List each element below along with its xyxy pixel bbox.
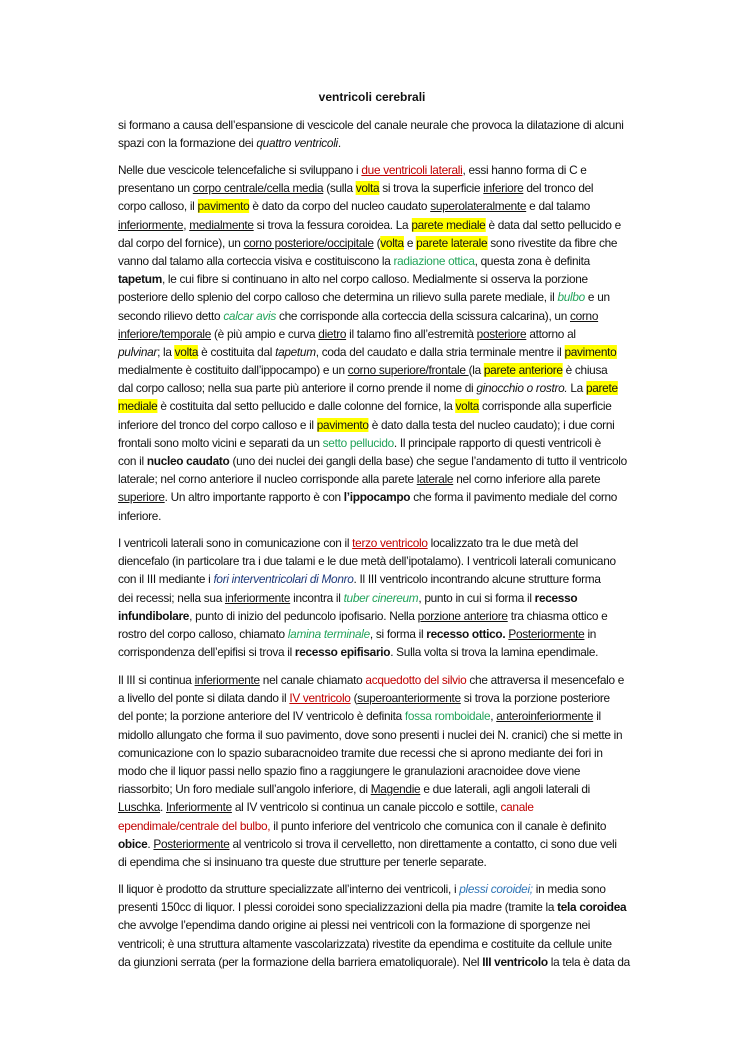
text-line (118, 116, 680, 134)
text-span: al IV ventricolo si continua un canale piccolo e sottile, (231, 800, 501, 815)
text-span: . (337, 136, 341, 151)
text-line (118, 762, 680, 780)
text-span: del ponte; la porzione anteriore del IV ventricolo è definita (118, 709, 405, 724)
text-line (118, 880, 680, 898)
text-line (118, 898, 680, 916)
formatted-text-span: pavimento (197, 199, 250, 214)
formatted-text-span: volta (355, 181, 380, 196)
text-line (118, 397, 680, 415)
formatted-text-span: pavimento (316, 417, 369, 432)
formatted-text-span: dietro (318, 326, 347, 341)
formatted-text-span: corno posteriore/occipitale (243, 235, 374, 250)
formatted-text-span: due ventricoli laterali (361, 163, 463, 177)
text-span: nel corno inferiore alla parete (453, 472, 601, 487)
formatted-text-span: radiazione ottica (393, 253, 475, 268)
formatted-text-span: ginocchio o rostro. (476, 381, 568, 396)
formatted-text-span: lamina terminale (287, 626, 370, 641)
text-line (118, 288, 680, 306)
text-span: localizzato tra le due metà del (427, 536, 579, 550)
text-line (118, 270, 680, 288)
text-span: è dato da corpo del nucleo caudato (249, 199, 431, 214)
formatted-text-span: Magendie (370, 782, 421, 797)
text-span: con il III mediante i (118, 572, 214, 587)
text-span: a livello del ponte si dilata dando il (118, 691, 290, 706)
text-line (118, 607, 680, 625)
text-line (118, 179, 680, 197)
text-span: incontra il (290, 590, 344, 605)
text-span: corrispondenza dell’epifisi si trova il (118, 645, 295, 660)
text-span: diencefalo (in particolare tra i due talami e le due metà dell’ipotalamo). I ventricoli laterali comunicano (118, 554, 616, 569)
text-span: è chiusa (562, 363, 608, 378)
text-line (118, 744, 680, 762)
text-span: frontali sono molto vicini e separati da un (118, 435, 323, 450)
formatted-text-span: inferiormente (224, 590, 291, 605)
formatted-text-span: pulvinar (118, 344, 158, 359)
formatted-text-span: Posteriormente (153, 836, 230, 851)
text-span: . (160, 800, 167, 815)
text-span: laterale; nel corno anteriore il nucleo corrisponde alla parete (118, 472, 417, 487)
text-line (118, 488, 680, 506)
formatted-text-span: volta (174, 344, 199, 359)
text-span: modo che il liquor passi nello spazio fino a raggiungere le granulazioni aracnoidee dove viene (118, 763, 581, 778)
text-line (118, 671, 680, 689)
text-line (118, 470, 680, 488)
text-line (118, 307, 680, 325)
paragraph-lateral-ventricles (118, 161, 688, 525)
text-span: secondo rilievo detto (118, 308, 224, 323)
text-line (118, 625, 680, 643)
formatted-text-span: volta (380, 235, 404, 250)
text-span: che avvolge l’ependima dando origine ai plessi nei ventricoli con la formazione di sporgenze nei (118, 918, 591, 933)
text-line (118, 507, 680, 525)
text-span: dal corpo del fornice), un (118, 235, 244, 250)
text-span: inferiore. (118, 508, 162, 523)
formatted-text-span: posteriore (476, 326, 527, 341)
formatted-text-span: parete laterale (416, 235, 488, 250)
formatted-text-span: inferiore (483, 181, 524, 196)
text-span: in media sono (532, 882, 606, 896)
text-span: è costituita dal setto pellucido e dalle colonne del fornice, la (157, 399, 456, 414)
formatted-text-span: calcar avis (223, 308, 276, 323)
text-line (118, 197, 680, 215)
text-line (118, 216, 680, 234)
text-line (118, 780, 680, 798)
formatted-text-span: inferiormente (118, 217, 184, 232)
text-span: . Il III ventricolo incontrando alcune strutture forma (353, 572, 601, 587)
formatted-text-span: mediale (118, 399, 158, 414)
text-span: e due laterali, agli angoli laterali di (420, 782, 591, 797)
text-span: . Un altro importante rapporto è con (164, 490, 344, 505)
formatted-text-span: laterale (416, 472, 454, 487)
text-line (118, 853, 680, 871)
formatted-text-span: parete mediale (411, 217, 486, 232)
formatted-text-span: recesso ottico. (426, 626, 506, 641)
text-line (118, 835, 680, 853)
text-span: e dal talamo (526, 199, 591, 214)
text-span: e (403, 235, 417, 250)
text-span: si trova la porzione posteriore (460, 691, 610, 706)
formatted-text-span: medialmente (189, 217, 254, 232)
text-line (118, 252, 680, 270)
formatted-text-span: plessi coroidei; (459, 882, 533, 896)
text-span: che forma il pavimento mediale del corno (410, 490, 618, 505)
text-span: vanno dal talamo alla corteccia visiva e costituiscono la (118, 253, 394, 268)
formatted-text-span: superoanteriormente (357, 691, 461, 706)
text-span: La (567, 381, 586, 396)
text-span: presenti 150cc di liquor. I plessi coroidei sono specializzazioni della pia madre (tramite la (118, 900, 558, 915)
formatted-text-span: ependimale/centrale del bulbo, (118, 818, 271, 833)
text-span: è dato dalla testa del nucleo caudato); i due corni (368, 417, 615, 432)
text-line (118, 726, 680, 744)
formatted-text-span: Luschka (118, 800, 161, 815)
text-span: ventricoli; è una struttura altamente vascolarizzata) rivestite da ependima e costituite da cellule unite (118, 936, 612, 951)
text-line (118, 234, 680, 252)
formatted-text-span: corpo centrale/cella media (192, 181, 324, 196)
formatted-text-span: l’ippocampo (343, 490, 411, 505)
text-span: che corrisponde alla corteccia della scissura calcarina), un (275, 308, 570, 323)
formatted-text-span: III ventricolo (482, 954, 548, 969)
text-span: . (147, 836, 154, 851)
document-title: ventricoli cerebrali (318, 90, 426, 104)
formatted-text-span: obice (118, 836, 148, 851)
text-span: , questa zona è definita (474, 253, 590, 268)
text-span: il (593, 709, 601, 724)
text-line (118, 552, 680, 570)
formatted-text-span: quattro ventricoli (256, 136, 338, 151)
text-span: riassorbito; Un foro mediale sull’angolo inferiore, di (118, 782, 371, 797)
text-span: , coda del caudato e dalla stria terminale mentre il (315, 344, 565, 359)
formatted-text-span: parete anteriore (483, 363, 563, 378)
formatted-text-span: corno (569, 308, 599, 323)
formatted-text-span: parete (585, 381, 618, 396)
text-span: , le cui fibre si continuano in alto nel corpo calloso. Medialmente si osserva la porzione (161, 272, 588, 287)
text-span: , essi hanno forma di C e (462, 163, 587, 177)
formatted-text-span: volta (455, 399, 480, 414)
formatted-text-span: acquedotto del silvio (365, 673, 467, 687)
formatted-text-span: superolateralmente (430, 199, 527, 214)
text-span: Nelle due vescicole telencefaliche si sviluppano i (118, 163, 362, 177)
formatted-text-span: recesso (534, 590, 578, 605)
text-span: , (490, 709, 497, 724)
text-span: il punto inferiore del ventricolo che comunica con il canale è definito (270, 818, 607, 833)
text-line (118, 689, 680, 707)
text-span: il talamo fino all’estremità (346, 326, 477, 341)
text-line (118, 935, 680, 953)
formatted-text-span: fossa romboidale (404, 709, 491, 724)
text-span: (uno dei nuclei dei gangli della base) che segue l’andamento di tutto il ventricolo (229, 454, 627, 468)
text-span: (è più ampio e curva (211, 326, 319, 341)
formatted-text-span: fori interventricolari di Monro (213, 572, 354, 587)
formatted-text-span: anteroinferiormente (496, 709, 594, 724)
text-span: (sulla (323, 181, 356, 196)
text-span: posteriore dello splenio del corpo calloso che determina un rilievo sulla parete mediale, il (118, 290, 558, 305)
text-span: ( (350, 691, 358, 706)
text-span: nel canale chiamato (259, 673, 366, 687)
text-line (118, 589, 680, 607)
text-line (118, 798, 680, 816)
text-span: . Sulla volta si trova la lamina ependimale. (390, 645, 599, 660)
text-span: comunicazione con lo spazio subaracnoideo tramite due recessi che si aprono mediante dei fori in (118, 745, 603, 760)
paragraph-fourth-ventricle (118, 671, 688, 871)
text-span: al ventricolo si trova il cervelletto, non direttamente a contatto, ci sono due veli (229, 836, 617, 851)
formatted-text-span: tela coroidea (557, 900, 627, 915)
paragraph-liquor (118, 880, 688, 971)
formatted-text-span: pavimento (564, 344, 617, 359)
text-span: si formano a causa dell’espansione di vescicole del canale neurale che provoca la dilatazione di alcuni (118, 118, 624, 132)
text-span: tra chiasma ottico e (507, 608, 608, 623)
text-line (118, 817, 680, 835)
text-span: che attraversa il mesencefalo e (466, 673, 625, 687)
text-span: si trova la fessura coroidea. La (253, 217, 412, 232)
text-line (118, 161, 680, 179)
text-span: , si forma il (369, 626, 427, 641)
text-span: si trova la superficie (379, 181, 484, 196)
text-span: in (584, 626, 597, 641)
text-span: , (183, 217, 190, 232)
text-line (118, 416, 680, 434)
formatted-text-span: canale (500, 800, 534, 815)
formatted-text-span: superiore (118, 490, 165, 505)
formatted-text-span: porzione anteriore (417, 608, 508, 623)
text-line (118, 361, 680, 379)
formatted-text-span: corno superiore/frontale (347, 363, 469, 378)
text-line (118, 570, 680, 588)
text-line (118, 953, 680, 971)
text-span: dal corpo calloso; nella sua parte più anteriore il corno prende il nome di (118, 381, 477, 396)
formatted-text-span: nucleo caudato (146, 454, 230, 468)
text-line (118, 343, 680, 361)
text-span: del tronco del (523, 181, 594, 196)
text-span: di ependima che si insinuano tra queste due strutture per tenerle separate. (118, 854, 487, 869)
text-span: sono rivestite da fibre che (487, 235, 618, 250)
text-span: Il liquor è prodotto da strutture specializzate all’interno dei ventricoli, i (118, 882, 460, 896)
formatted-text-span: infundibolare (118, 608, 190, 623)
formatted-text-span: Inferiormente (166, 800, 232, 815)
text-span: rostro del corpo calloso, chiamato (118, 626, 288, 641)
text-span: è costituita dal (198, 344, 276, 359)
text-span: corpo calloso, il (118, 199, 198, 214)
text-span: spazi con la formazione dei (118, 136, 257, 151)
text-span: e un (584, 290, 610, 305)
text-span: I ventricoli laterali sono in comunicazione con il (118, 536, 353, 550)
formatted-text-span: terzo ventricolo (352, 536, 428, 550)
text-span: dei recessi; nella sua (118, 590, 225, 605)
text-span: medialmente è costituito dall’ippocampo) e un (118, 363, 348, 378)
text-line (118, 452, 680, 470)
text-line (118, 134, 680, 152)
formatted-text-span: Posteriormente (508, 626, 585, 641)
text-span: attorno al (526, 326, 576, 341)
text-span: con il (118, 454, 147, 468)
text-span: è data dal setto pellucido e (485, 217, 621, 232)
formatted-text-span: inferiormente (194, 673, 260, 687)
formatted-text-span: bulbo (557, 290, 585, 305)
text-span: ; la (157, 344, 175, 359)
text-line (118, 325, 680, 343)
text-line (118, 643, 680, 661)
text-line (118, 916, 680, 934)
formatted-text-span: tapetum (275, 344, 316, 359)
text-span: presentano un (118, 181, 193, 196)
text-span: corrisponde alla superficie (479, 399, 612, 414)
formatted-text-span: tuber cinereum (343, 590, 419, 605)
text-span: . Il principale rapporto di questi ventricoli è (393, 435, 601, 450)
paragraph-intro (118, 116, 688, 152)
formatted-text-span: recesso epifisario (294, 645, 391, 660)
text-span: , punto di inizio del peduncolo ipofisario. Nella (189, 608, 418, 623)
text-span: (la (468, 363, 484, 378)
text-span: da giunzioni serrata (per la formazione della barriera ematoliquorale). Nel (118, 954, 483, 969)
formatted-text-span: setto pellucido (322, 435, 394, 450)
formatted-text-span: IV ventricolo (289, 691, 351, 706)
text-line (118, 707, 680, 725)
text-line (118, 434, 680, 452)
text-span: midollo allungato che forma il suo pavimento, dove sono presenti i nuclei dei N. cranici) che si mette in (118, 727, 623, 742)
formatted-text-span: inferiore/temporale (118, 326, 212, 341)
text-line (118, 534, 680, 552)
text-span: inferiore del tronco del corpo calloso e il (118, 417, 317, 432)
text-span: , punto in cui si forma il (418, 590, 535, 605)
text-span: la tela è data da (547, 954, 630, 969)
text-span: Il III si continua (118, 673, 195, 687)
paragraph-third-ventricle (118, 534, 688, 661)
formatted-text-span: tapetum (118, 272, 162, 287)
text-line (118, 379, 680, 397)
text-span: ( (373, 235, 381, 250)
